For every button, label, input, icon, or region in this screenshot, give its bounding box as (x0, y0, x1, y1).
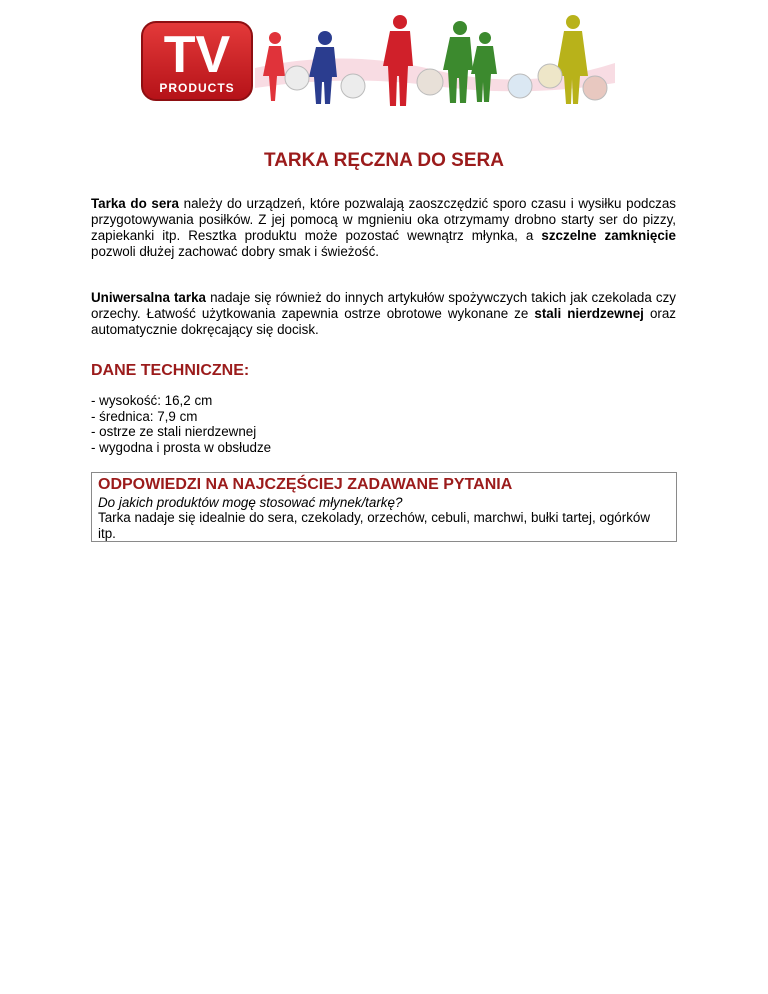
spec-item: - średnica: 7,9 cm (91, 408, 198, 424)
faq-question: Do jakich produktów mogę stosować młynek/tarkę? (98, 495, 403, 510)
spec-item: - wysokość: 16,2 cm (91, 393, 213, 408)
faq-answer: Tarka nadaje się idealnie do sera, czekolady, orzechów, cebuli, marchwi, bułki tartej, ogórków itp. (98, 510, 651, 541)
logo-products-text: PRODUCTS (159, 81, 235, 95)
tv-products-logo (140, 20, 255, 102)
description-paragraph-1 (91, 196, 676, 260)
logo-tv-text: TV (163, 26, 231, 84)
specs-heading: DANE TECHNICZNE: (91, 362, 250, 379)
spec-item: - wygodna i prosta w obsłudze (91, 439, 272, 455)
spec-item: - ostrze ze stali nierdzewnej (91, 424, 257, 439)
bold-text: stali nierdzewnej (534, 306, 644, 321)
person-silhouette-icon (309, 31, 337, 104)
header-figures-banner (255, 8, 615, 108)
paragraph-text: nadaje się również do innych artykułów spożywczych takich jak czekolada czy orzechy. Łatwość użytkowania zapewnia ostrze obrotowe wykonane ze (91, 290, 676, 321)
paragraph-text: pozwoli dłużej zachować dobry smak i świeżość. (91, 244, 380, 259)
person-silhouette-icon (383, 15, 413, 106)
person-silhouette-icon (263, 32, 285, 101)
faq-heading: ODPOWIEDZI NA NAJCZĘŚCIEJ ZADAWANE PYTANIA (98, 476, 513, 493)
description-paragraph-2 (91, 290, 676, 338)
bold-text: Tarka do sera (91, 196, 179, 211)
specs-list (91, 393, 271, 455)
bold-text: Uniwersalna tarka (91, 290, 206, 305)
bold-text: szczelne zamknięcie (541, 228, 676, 243)
paragraph-text: oraz automatycznie dokręcający się docisk. (91, 306, 676, 337)
paragraph-text: należy do urządzeń, które pozwalają zaoszczędzić sporo czasu i wysiłku podczas przygotowywania posiłków. Z jej pomocą w mgnieniu oka otrzymamy drobno starty ser do pizzy, zapiekanki itp. Resztka produktu może pozostać wewnątrz młynka, a (91, 196, 677, 243)
person-silhouette-icon (443, 21, 497, 103)
page-title: TARKA RĘCZNA DO SERA (264, 150, 504, 171)
faq-box (91, 472, 677, 542)
